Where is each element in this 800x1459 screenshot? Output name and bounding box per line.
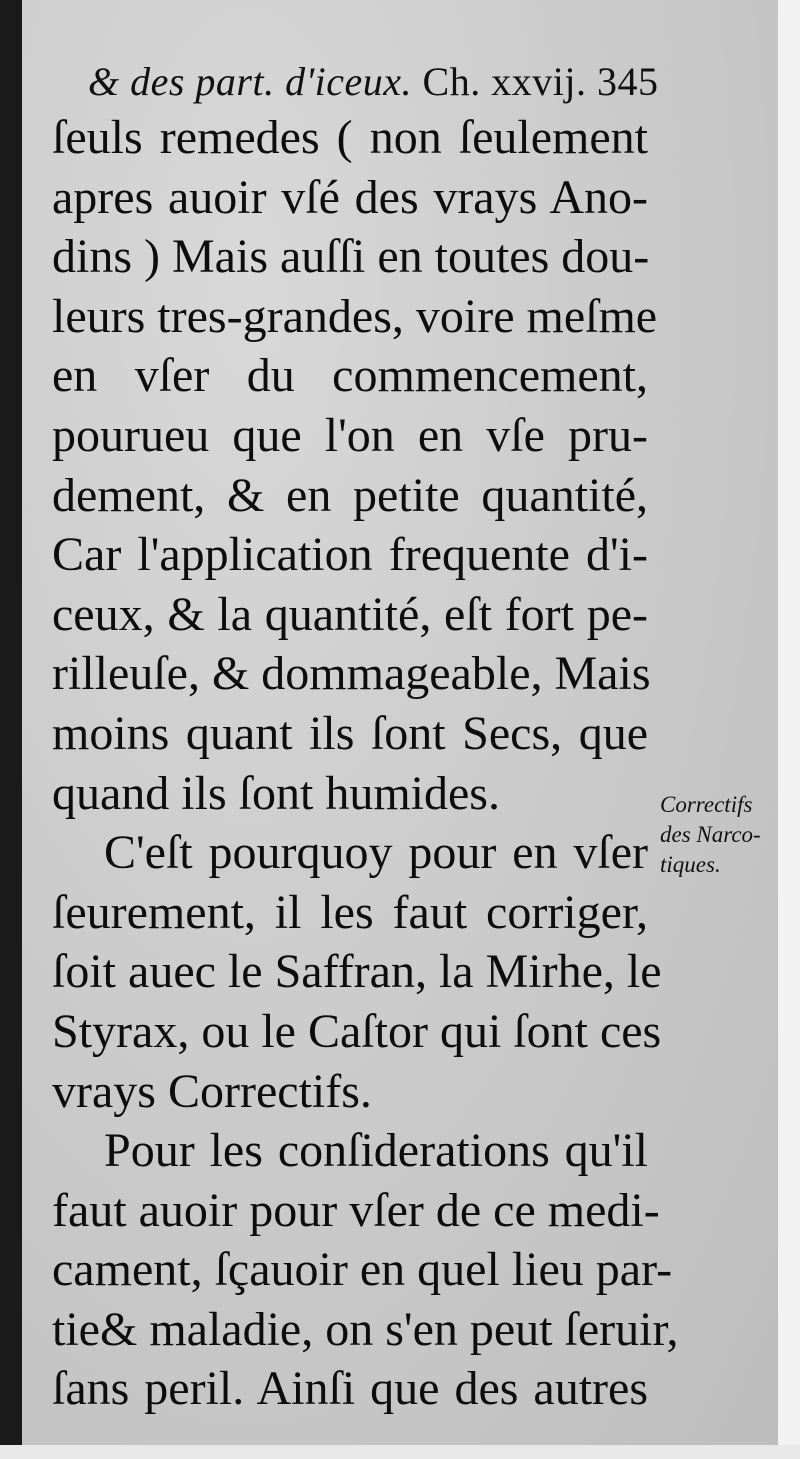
margin-note-line: tiques. [660,852,721,877]
text-line: dement, & en petite quantité, [52,468,648,522]
text-line: ſeurement, il les faut corriger, [52,885,648,939]
margin-note [660,790,776,880]
text-line: quand ils ſont humides. [52,766,500,820]
page-edge-bottom [0,1445,800,1459]
margin-note-line: des Narco- [660,822,761,847]
page-number: 345 [596,59,659,104]
text-line: rilleuſe, & dommageable, Mais [52,647,651,701]
text-line: vrays Correctifs. [52,1064,372,1118]
text-line: Car l'application frequente d'i- [52,528,648,582]
text-line: ceux, & la quantité, eſt fort pe- [52,587,648,641]
text-line: Styrax, ou le Caſtor qui ſont ces [52,1004,662,1058]
text-line: dins ) Mais auſſi en toutes dou- [52,230,650,284]
running-header [88,58,658,105]
text-line: faut auoir pour vſer de ce medi- [52,1183,660,1237]
text-line: tie& maladie, on s'en peut ſeruir, [52,1302,679,1356]
running-title: & des part. d'iceux. [88,59,413,104]
text-line: en vſer du commencement, [52,349,648,403]
text-line: pourueu que l'on en vſe pru- [52,408,648,462]
text-line: ſoit auec le Saffran, la Mirhe, le [52,945,662,999]
text-line: ſeuls remedes ( non ſeulement [52,111,648,164]
page-edge-right [778,0,800,1459]
text-line: ſans peril. Ainſi que des autres [52,1362,648,1416]
text-line: leurs tres-grandes, voire meſme [52,289,658,343]
text-line: Pour les conſiderations qu'il [104,1124,648,1178]
text-line: cament, ſçauoir en quel lieu par- [52,1243,673,1297]
text-line: moins quant ils ſont Secs, que [52,706,648,760]
margin-note-line: Correctifs [660,792,753,817]
text-line: apres auoir vſé des vrays Ano- [52,170,648,224]
body-text [52,108,679,1419]
text-line: C'eſt pourquoy pour en vſer [104,826,648,880]
chapter-label: Ch. xxvij. [422,59,587,104]
